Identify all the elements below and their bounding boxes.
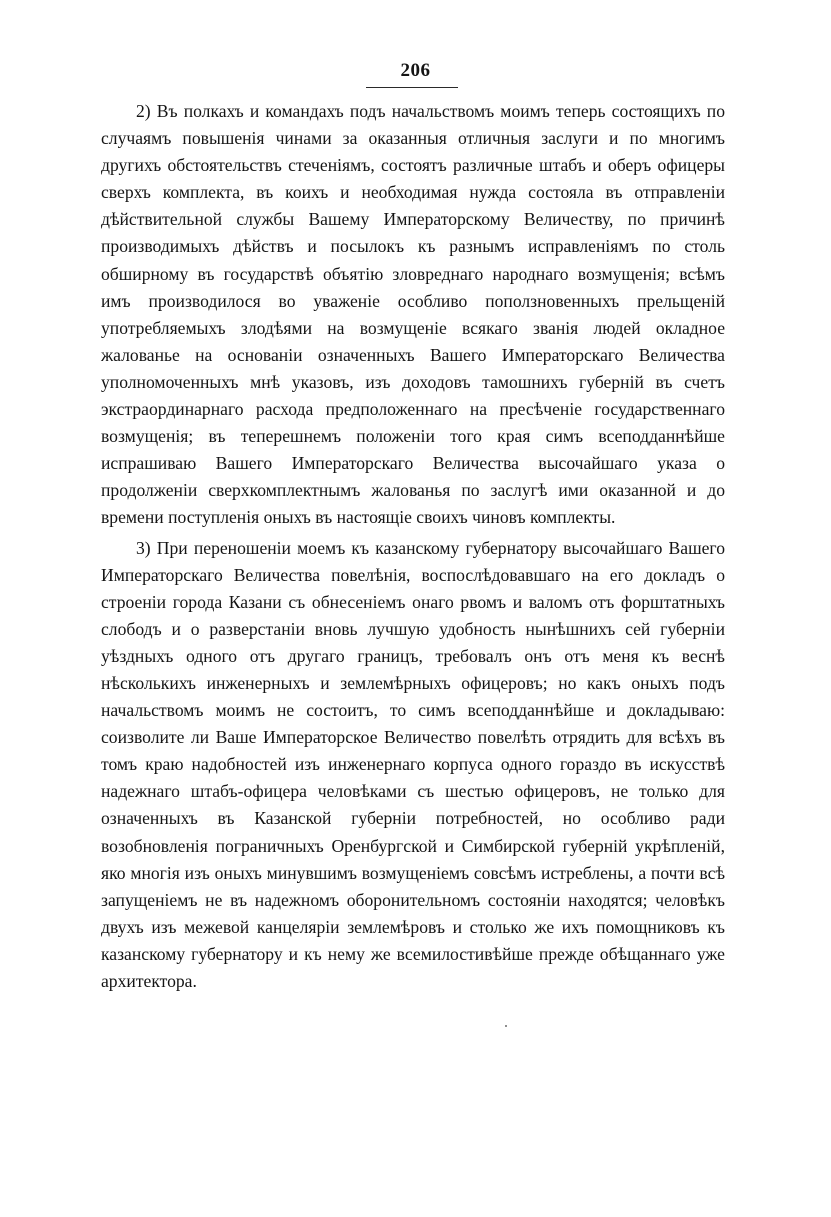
paragraph-3: 3) При перенoшеніи моемъ къ казанскому губернатору высочайшаго Вашего Императорскаго Величества повелѣнія, воспослѣдовавшаго на его докладъ о строеніи города Казани съ обнесеніемъ онаго рвомъ и валомъ отъ форштатныхъ слободъ и о разверстаніи вновь лучшую удобность нынѣшнихъ сей губерніи уѣздныхъ одного отъ другаго границъ, требовалъ онъ отъ меня къ веснѣ нѣсколькихъ инженерныхъ и землемѣрныхъ офицеровъ; но какъ оныхъ подъ начальствомъ моимъ не состоитъ, то симъ всеподданнѣйше и докладываю: соизволите ли Ваше Императорское Величество повелѣть отрядить для всѣхъ въ томъ краю надобностей изъ инженернаго корпуса одного гораздо въ искусствѣ надежнаго штабъ-офицера человѣками съ шестью офицеровъ, не только для означенныхъ въ Казанской губерніи потребностей, но особливо ради возобновленія пограничныхъ Оренбургской и Симбирской губерній укрѣпленій, яко многія изъ оныхъ минувшимъ возмущеніемъ совсѣмъ истреблены, а почти всѣ запущеніемъ не въ надежномъ оборонительномъ состояніи находятся; человѣкъ двухъ изъ межевой канцеляріи землемѣровъ и столько же ихъ помощниковъ къ казанскому губернатору и къ нему же всемилостивѣйше прежде обѣщаннаго уже архитектора.: [101, 537, 725, 991]
page-number-underline: [366, 87, 458, 88]
paragraph-2: 2) Въ полкахъ и командахъ подъ начальствомъ моимъ теперь состоящихъ по случаямъ повышенія чинами за оказанныя отличныя заслуги и по многимъ другихъ обстоятельствъ стеченіямъ, состоятъ различные штабъ и оберъ офицеры сверхъ комплекта, въ коихъ и необходимая нужда состояла въ отправленіи дѣйствительной службы Вашему Императорскому Величеству, по причинѣ производимыхъ дѣйствъ и посылокъ къ разнымъ исправленіямъ по столь обширному въ государствѣ объятію зловреднаго народнаго возмущенія; всѣмъ имъ производилося во уваженіе особливо поползновенныхъ прельщеній употребляемыхъ злодѣями на возмущеніе всякаго званія людей окладное жалованье на основаніи означенныхъ Вашего Императорскаго Величества уполномоченныхъ мнѣ указовъ, изъ доходовъ тамошнихъ губерній въ счетъ экстраординарнаго расхода предположеннаго на пресѣченіе государственнаго возмущенія; въ теперешнемъ положеніи того края симъ всеподданнѣйше испрашиваю Вашего Императорскаго Величества высочайшаго указа о продолженіи сверхкомплектнымъ жалованья по заслугѣ ими оказанной и до времени поступленія оныхъ въ настоящіе своихъ чиновъ комплекты.: [101, 101, 725, 528]
body-text: [101, 98, 725, 995]
print-speck: [505, 1025, 507, 1027]
page-number: 206: [400, 60, 431, 81]
